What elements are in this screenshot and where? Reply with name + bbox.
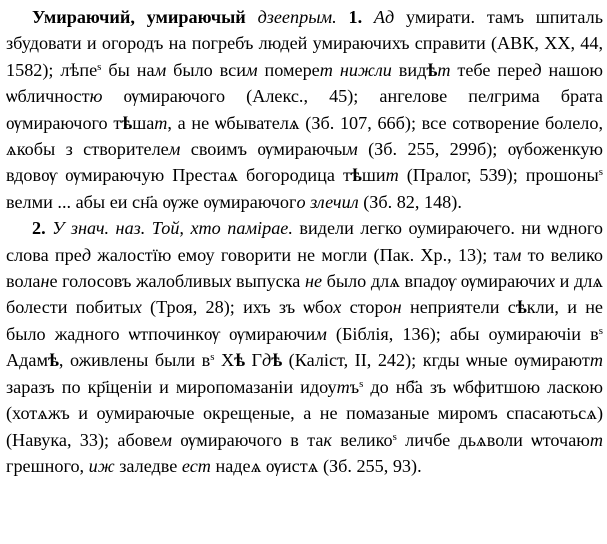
text-run: Ад [373, 7, 395, 27]
text-run: ѹмираючого в та [172, 429, 324, 450]
text-run: Г [245, 350, 263, 371]
text-run: У знач. наз. Той, хто паміраe. [52, 218, 293, 239]
text-run: нижли [339, 59, 392, 80]
text-run: м [509, 244, 522, 265]
text-run: т [385, 165, 399, 186]
text-run: заледве [114, 455, 182, 476]
text-run: заразъ по кр҃щеніи и миропомазаніи идоу [6, 376, 337, 397]
text-run: дзеeпрым. [257, 7, 337, 27]
text-run: (Зб. 82, 148). [358, 191, 462, 212]
text-run: т [437, 59, 451, 80]
text-run: ѣ [271, 350, 283, 371]
text-run: кли, и не было жадного ѡтпочинкѹ ѹмираючи [6, 297, 604, 344]
text-run: s [392, 430, 397, 443]
text-run: д [81, 244, 92, 265]
text-run: т [589, 429, 603, 450]
text-run: , а не ѡбывателѧ (Зб. 107, 66б); все сотворение болело, ѧкобы з створителе [6, 112, 603, 160]
text-run: ѣ [234, 350, 246, 371]
text-run: д [532, 59, 542, 80]
text-run: s [359, 377, 364, 390]
text-run: т [336, 376, 350, 397]
text-run [337, 7, 349, 27]
text-run: м [168, 139, 181, 160]
text-run: неприятели с [401, 297, 516, 318]
text-run: т [319, 59, 333, 80]
text-run: злечил [310, 191, 359, 212]
text-run: до нб҃а зъ ѡбфитшою ласкою (хотѧжъ и оумираючые окрещеные, а не помазаные миромъ спасаютьсѧ) (Навука, 33); абове [6, 376, 603, 450]
text-run: м [346, 139, 358, 160]
entry-sense-2-paragraph [6, 215, 603, 479]
text-run: ест [181, 455, 211, 476]
text-run: л [486, 86, 495, 107]
text-run: s [598, 166, 603, 179]
text-run: м [154, 59, 167, 80]
text-run: х [223, 271, 232, 292]
text-run: ша [132, 112, 155, 133]
text-run: Адам [6, 350, 48, 371]
text-run: тебе пере [450, 59, 533, 80]
text-run: вид [391, 59, 427, 80]
text-run: (Біблія, 136); абы оумираючіи в [326, 323, 599, 344]
text-run: 1. [348, 7, 363, 27]
text-run: видели легко оумираючего. ни ѡдного слова пре [6, 218, 604, 265]
text-run: сторо [341, 297, 393, 318]
text-run: н [392, 297, 402, 318]
text-run: (Зб. 255, 299б); ѹбоженкую вдовѹ ѹмираючую Престаѧ богородица т [6, 139, 603, 186]
text-run: бы на [101, 59, 155, 80]
text-run: ѣ [515, 297, 527, 318]
text-run: х [133, 297, 142, 318]
text-run [246, 7, 258, 27]
text-run: е голосовъ жалобливы [49, 271, 224, 292]
text-run: ѣ [47, 350, 59, 371]
text-run: ъ [349, 376, 360, 397]
text-run: н [40, 271, 50, 292]
text-run: т [589, 350, 603, 371]
text-run: надеѧ ѹистѧ (Зб. 255, 93). [210, 455, 422, 476]
text-run [333, 60, 340, 80]
text-run: ѣ [121, 112, 133, 133]
text-run: х [333, 297, 342, 318]
text-run: м [315, 323, 327, 344]
text-run: личбе дьѧволи ѡточаю [396, 429, 590, 450]
text-run: и длѧ болести побиты [6, 271, 603, 318]
text-run: велико [331, 429, 393, 450]
text-run: было длѧ впадѹ ѹмираючи [322, 271, 547, 292]
text-run: ю [89, 86, 103, 107]
text-run: 2. [32, 218, 46, 239]
text-run: (Каліст, ІІ, 242); кгды ѡные ѹмирают [282, 350, 590, 371]
text-run: нашою ѡбличност [6, 59, 604, 107]
text-run: s [210, 351, 215, 364]
text-run: Х [214, 350, 235, 371]
text-run: велми ... абы еи сн҃а ѹже ѹмираючог [6, 191, 297, 212]
text-run: иж [88, 455, 115, 476]
text-run: грешного, [6, 455, 89, 476]
text-run: ѣ [350, 165, 362, 186]
text-run: ѹмираючого (Алекс., 45); ангелове пе [102, 86, 487, 107]
text-run: умирати. тамъ шпиталь збудовати и огородъ на погребъ людей умираючихъ справити (АВК, ХХ, 44, 1582); лѣпе [6, 7, 604, 80]
text-run: ши [361, 165, 386, 186]
text-run: жалостїю емоу говорити не могли (Пак. Хр., 13); та [91, 244, 510, 265]
entry-sense-1-paragraph [6, 4, 603, 215]
text-run: выпуска [231, 271, 305, 292]
text-run: х [546, 271, 556, 292]
text-run: помере [257, 59, 320, 80]
text-run: грима брата ѹмираючого т [6, 86, 603, 133]
text-run: (Троя, 28); ихъ зъ ѡбо [141, 297, 334, 318]
text-run: м [245, 59, 258, 80]
text-run: д [262, 350, 272, 371]
text-run: о [296, 191, 306, 212]
text-run: ѣ [426, 59, 438, 80]
text-run: т [154, 112, 168, 133]
text-run: , оживлены были в [58, 350, 211, 371]
text-run: было вси [166, 59, 246, 80]
text-run: то велико вола [6, 244, 604, 292]
text-run: м [160, 429, 172, 450]
text-run: s [598, 324, 603, 337]
text-run: к [323, 429, 332, 450]
text-run: Умираючий, умираючый [32, 7, 246, 27]
text-run: (Пралог, 539); прошоны [398, 165, 599, 186]
text-run: своимъ ѹмираючы [180, 139, 347, 160]
text-run [362, 7, 374, 27]
text-run: s [97, 60, 102, 73]
text-run: не [304, 271, 323, 292]
